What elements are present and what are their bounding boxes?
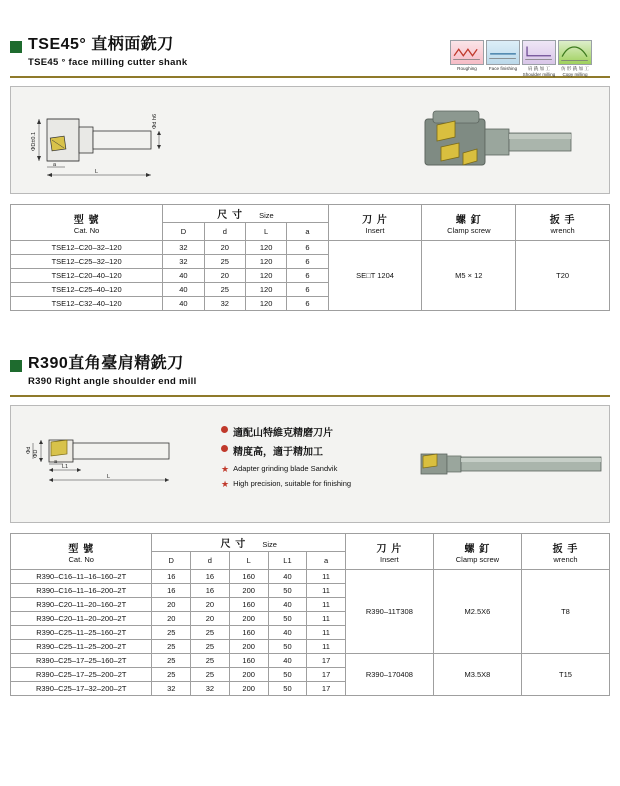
cell-catno: TSE12–C20–40–120	[11, 269, 163, 283]
cell-L: 200	[229, 584, 268, 598]
cell-L: 200	[229, 668, 268, 682]
table-row	[11, 241, 610, 255]
cell-wrench: T15	[521, 654, 609, 696]
cell-D: 25	[152, 654, 191, 668]
cell-L: 200	[229, 612, 268, 626]
cell-a: 6	[287, 241, 328, 255]
list-item	[221, 479, 351, 490]
cell-L: 200	[229, 640, 268, 654]
col-header-insert	[328, 205, 422, 241]
cell-a: 11	[307, 584, 346, 598]
cell-screw: M2.5X6	[433, 570, 521, 654]
cell-L: 200	[229, 682, 268, 696]
col-header-screw-en: Clamp screw	[455, 554, 500, 564]
cell-d: 25	[191, 640, 230, 654]
list-item	[221, 464, 351, 475]
cell-a: 11	[307, 640, 346, 654]
col-header-catno-en: Cat. No	[73, 225, 100, 235]
cell-a: 11	[307, 570, 346, 584]
col-header-size-en: Size	[259, 211, 274, 220]
cell-wrench: T8	[521, 570, 609, 654]
col-header-wrench	[521, 534, 609, 570]
icon-caption: Roughing	[457, 66, 477, 71]
icon-caption: Face finishing	[488, 66, 518, 71]
cell-catno: R390–C25–17–25–160–2T	[11, 654, 152, 668]
cell-insert: R390–170408	[345, 654, 433, 696]
cell-catno: R390–C20–11–20–160–2T	[11, 598, 152, 612]
page-title-en: TSE45 ° face milling cutter shank	[28, 57, 188, 68]
col-header-D: D	[152, 552, 191, 570]
cell-L1: 50	[268, 584, 307, 598]
cell-a: 11	[307, 612, 346, 626]
cell-a: 17	[307, 682, 346, 696]
cell-wrench: T20	[516, 241, 610, 311]
col-header-size	[163, 205, 328, 223]
svg-text:L: L	[107, 474, 111, 480]
col-header-L: L	[229, 552, 268, 570]
cell-a: 6	[287, 269, 328, 283]
product-photo-tse45	[411, 103, 611, 181]
cell-D: 25	[152, 626, 191, 640]
col-header-L1: L1	[268, 552, 307, 570]
cell-D: 25	[152, 640, 191, 654]
col-header-size	[152, 534, 345, 552]
cell-catno: TSE12–C32–40–120	[11, 297, 163, 311]
col-header-d: d	[191, 552, 230, 570]
col-header-insert-cn: 刀 片	[362, 214, 388, 226]
product-image-panel-r390	[10, 405, 610, 523]
table-row	[11, 570, 610, 584]
cell-catno: TSE12–C25–32–120	[11, 255, 163, 269]
col-header-insert	[345, 534, 433, 570]
cell-L: 160	[229, 626, 268, 640]
cell-d: 25	[191, 654, 230, 668]
col-header-size-en: Size	[262, 540, 277, 549]
cell-catno: R390–C16–11–16–200–2T	[11, 584, 152, 598]
col-header-D: D	[163, 223, 204, 241]
cell-a: 6	[287, 283, 328, 297]
section-header-r390	[0, 355, 620, 397]
cell-L: 160	[229, 598, 268, 612]
svg-text:Φd h6: Φd h6	[152, 113, 158, 129]
col-header-wrench	[516, 205, 610, 241]
cell-L: 160	[229, 570, 268, 584]
cell-d: 32	[204, 297, 245, 311]
cell-screw: M5 × 12	[422, 241, 516, 311]
cell-insert: R390–11T308	[345, 570, 433, 654]
cell-L: 120	[245, 241, 286, 255]
star-icon: ★	[221, 479, 230, 489]
title-row-r390	[10, 355, 610, 387]
cell-D: 20	[152, 598, 191, 612]
cell-insert: SE□T 1204	[328, 241, 422, 311]
icon-caption: 仿 形 銑 加 工 Copy milling	[560, 66, 590, 77]
cell-catno: R390–C25–11–25–160–2T	[11, 626, 152, 640]
icon-caption: 肩 銑 加 工 Shoulder milling	[522, 66, 556, 77]
col-header-insert-cn: 刀 片	[376, 543, 403, 555]
spec-table-tse45	[10, 204, 610, 311]
cell-a: 6	[287, 255, 328, 269]
bullet-text-cn: 適配山特維克精磨刀片	[233, 428, 333, 439]
cell-L1: 40	[268, 626, 307, 640]
col-header-screw-en: Clamp screw	[447, 225, 491, 235]
cell-catno: R390–C25–11–25–200–2T	[11, 640, 152, 654]
cell-a: 17	[307, 654, 346, 668]
cell-L1: 50	[268, 668, 307, 682]
col-header-insert-en: Insert	[380, 554, 399, 564]
section-marker-icon	[10, 360, 22, 372]
section-marker-icon	[10, 41, 22, 53]
col-header-catno-en: Cat. No	[68, 554, 94, 564]
cell-catno: R390–C16–11–16–160–2T	[11, 570, 152, 584]
col-header-screw-cn: 螺 釘	[464, 543, 491, 555]
cell-d: 16	[191, 570, 230, 584]
roughing-icon	[450, 40, 484, 78]
cell-D: 40	[163, 283, 204, 297]
cell-catno: R390–C25–17–25–200–2T	[11, 668, 152, 682]
col-header-screw	[433, 534, 521, 570]
cell-a: 11	[307, 598, 346, 612]
col-header-L: L	[245, 223, 286, 241]
cell-L1: 50	[268, 612, 307, 626]
face-finishing-icon	[486, 40, 520, 78]
technical-drawing-tse45	[19, 93, 209, 189]
col-header-a: a	[307, 552, 346, 570]
svg-text:ΦD±0.1: ΦD±0.1	[31, 131, 37, 151]
cell-D: 32	[152, 682, 191, 696]
cell-L: 120	[245, 297, 286, 311]
title-divider	[10, 395, 610, 397]
cell-catno: R390–C25–17–32–200–2T	[11, 682, 152, 696]
svg-text:ΦD: ΦD	[33, 449, 39, 458]
cell-catno: R390–C20–11–20–200–2T	[11, 612, 152, 626]
cell-a: 17	[307, 668, 346, 682]
col-header-size-cn: 尺 寸	[217, 210, 243, 221]
bullet-dot-icon	[221, 426, 228, 433]
cell-L1: 40	[268, 654, 307, 668]
col-header-catno	[11, 534, 152, 570]
table-row	[11, 654, 610, 668]
cell-d: 25	[191, 668, 230, 682]
cell-d: 20	[204, 241, 245, 255]
product-image-panel-tse45	[10, 86, 610, 194]
col-header-d: d	[204, 223, 245, 241]
cell-D: 40	[163, 297, 204, 311]
svg-text:a: a	[54, 459, 58, 465]
spec-table-r390	[10, 533, 610, 696]
star-icon: ★	[221, 464, 230, 474]
cell-a: 6	[287, 297, 328, 311]
bullet-text-en: High precision, suitable for finishing	[233, 479, 352, 488]
cell-D: 16	[152, 570, 191, 584]
list-item	[221, 424, 351, 439]
bullet-text-en: Adapter grinding blade Sandvik	[233, 464, 338, 473]
cell-d: 25	[191, 626, 230, 640]
col-header-catno	[11, 205, 163, 241]
cell-L1: 40	[268, 598, 307, 612]
cell-screw: M3.5X8	[433, 654, 521, 696]
col-header-insert-en: Insert	[365, 225, 385, 235]
cell-d: 25	[204, 255, 245, 269]
cell-L1: 50	[268, 682, 307, 696]
bullet-dot-icon	[221, 445, 228, 452]
page-title-cn: TSE45° 直柄面銑刀	[28, 36, 174, 53]
cell-D: 25	[152, 668, 191, 682]
col-header-catno-cn: 型 號	[73, 214, 100, 226]
col-header-size-cn: 尺 寸	[220, 539, 247, 550]
cell-D: 32	[163, 241, 204, 255]
col-header-screw-cn: 螺 釘	[455, 214, 482, 226]
cell-D: 32	[163, 255, 204, 269]
cell-L1: 50	[268, 640, 307, 654]
copy-milling-icon	[558, 40, 592, 78]
cell-L: 120	[245, 283, 286, 297]
col-header-wrench-cn: 扳 手	[552, 543, 579, 555]
shoulder-milling-icon	[522, 40, 556, 78]
cell-D: 16	[152, 584, 191, 598]
list-item	[221, 443, 351, 458]
cell-D: 20	[152, 612, 191, 626]
page-title-en: R390 Right angle shoulder end mill	[28, 376, 197, 387]
col-header-catno-cn: 型 號	[68, 543, 95, 555]
cell-L: 120	[245, 255, 286, 269]
page-title-cn: R390直角臺肩精銑刀	[28, 355, 184, 372]
cell-d: 25	[204, 283, 245, 297]
col-header-a: a	[287, 223, 328, 241]
cell-L1: 40	[268, 570, 307, 584]
cell-d: 16	[191, 584, 230, 598]
col-header-wrench-en: wrench	[553, 554, 578, 564]
cell-d: 20	[191, 598, 230, 612]
svg-text:a: a	[53, 162, 57, 168]
cell-d: 20	[204, 269, 245, 283]
technical-drawing-r390	[19, 412, 199, 516]
bullet-text-cn: 精度高，適于精加工	[233, 447, 323, 458]
cell-d: 32	[191, 682, 230, 696]
svg-text:L: L	[95, 169, 99, 175]
cell-a: 11	[307, 626, 346, 640]
cell-L: 160	[229, 654, 268, 668]
cell-d: 20	[191, 612, 230, 626]
svg-text:Φd: Φd	[26, 446, 32, 454]
product-photo-r390	[411, 428, 611, 498]
cell-catno: TSE12–C20–32–120	[11, 241, 163, 255]
cell-catno: TSE12–C25–40–120	[11, 283, 163, 297]
col-header-wrench-cn: 扳 手	[549, 214, 576, 226]
cell-L: 120	[245, 269, 286, 283]
svg-text:L1: L1	[62, 464, 69, 470]
col-header-wrench-en: wrench	[550, 225, 575, 235]
col-header-screw	[422, 205, 516, 241]
icon-strip-tse45	[450, 40, 592, 78]
feature-bullet-list	[221, 424, 351, 494]
cell-D: 40	[163, 269, 204, 283]
